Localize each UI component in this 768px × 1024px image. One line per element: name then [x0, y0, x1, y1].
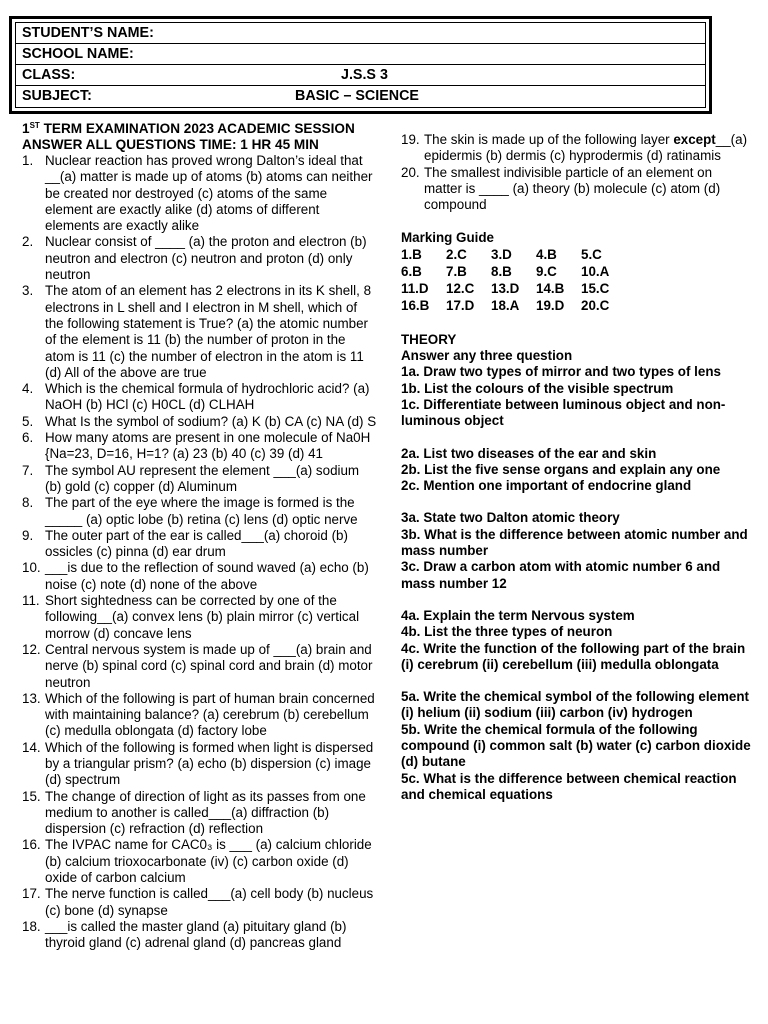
subject-row	[16, 86, 705, 107]
question-item	[22, 789, 377, 838]
question-item	[22, 642, 377, 691]
marking-guide-row	[401, 298, 626, 315]
question-text: The part of the eye where the image is formed is the _____ (a) optic lobe (b) retina (c) lens (d) optic nerve	[45, 495, 358, 527]
question-text: Nuclear reaction has proved wrong Dalton’s ideal that __(a) matter is made up of atoms (b) atoms can neither be created nor destroyed (c) atoms of the same element are exactly alike (d) atoms of different elements are exactly alike	[45, 153, 373, 234]
subject-value: BASIC – SCIENCE	[295, 88, 419, 104]
answer-key-cell: 1.B	[401, 247, 422, 263]
question-item	[22, 414, 377, 430]
answer-key-cell: 16.B	[401, 298, 430, 314]
question-number: 16.	[22, 837, 41, 853]
theory-question: 3c. Draw a carbon atom with atomic number 6 and mass number 12	[401, 559, 721, 591]
theory-title: THEORY	[401, 331, 457, 347]
school-name-label: SCHOOL NAME:	[22, 46, 134, 62]
theory-question: 1b. List the colours of the visible spectrum	[401, 380, 674, 396]
question-text: The outer part of the ear is called___(a) choroid (b) ossicles (c) pinna (d) ear drum	[45, 527, 348, 560]
question-text: Nuclear consist of ____ (a) the proton and electron (b) neutron and electron (c) neutron and proton (d) only neutron	[45, 234, 367, 283]
question-number: 8.	[22, 495, 34, 511]
answer-key-cell: 17.D	[446, 298, 475, 314]
answer-key-cell: 2.C	[446, 247, 467, 263]
question-item	[22, 463, 377, 496]
theory-section	[401, 332, 751, 803]
question-item	[22, 495, 377, 528]
header-box	[9, 16, 712, 114]
marking-guide-row	[401, 247, 626, 264]
theory-group-spacer	[401, 430, 751, 446]
theory-group-spacer	[401, 673, 751, 689]
question-number: 15.	[22, 788, 41, 804]
answer-key-cell: 14.B	[536, 281, 565, 297]
theory-question: 4b. List the three types of neuron	[401, 624, 613, 640]
question-text: ___is due to the reflection of sound waved (a) echo (b) noise (c) note (d) none of the above	[45, 560, 369, 592]
answer-key-cell: 11.D	[401, 281, 429, 297]
answer-key-cell: 9.C	[536, 264, 557, 280]
theory-question: 2b. List the five sense organs and explain any one	[401, 461, 721, 477]
question-text: The atom of an element has 2 electrons in its K shell, 8 electrons in L shell and I electron in M shell, which of the following statement is True? (a) the atomic number of the element is 11 (b) the number of proton in the atom is 11 (c) the number of electron in the atom is 11 (d) All of the above are true	[45, 283, 372, 380]
question-number: 9.	[22, 527, 34, 543]
class-row	[16, 65, 705, 86]
theory-question: 3b. What is the difference between atomic number and mass number	[401, 526, 748, 559]
question-item	[22, 919, 377, 952]
question-20: 20. The smallest indivisible particle of an element on matter is ____ (a) theory (b) molecule (c) atom (d) compound	[401, 164, 721, 213]
answer-key-cell: 15.C	[581, 281, 610, 297]
marking-guide-row	[401, 281, 626, 298]
left-column	[22, 121, 377, 952]
school-name-row	[16, 44, 705, 65]
question-number: 12.	[22, 641, 41, 657]
question-number: 4.	[22, 381, 34, 397]
question-19: 19. The skin is made up of the following layer except__(a) epidermis (b) dermis (c) hyprodermis (d) ratinamis	[401, 132, 748, 164]
answer-key-cell: 6.B	[401, 264, 422, 280]
marking-guide-title: Marking Guide	[401, 230, 495, 246]
theory-question: 4c. Write the function of the following part of the brain (i) cerebrum (ii) cerebellum (iii) medulla oblongata	[401, 640, 746, 672]
question-text: What Is the symbol of sodium? (a) K (b) CA (c) NA (d) S	[45, 413, 377, 429]
right-column	[401, 132, 751, 803]
answer-key-cell: 3.D	[491, 247, 512, 263]
student-name-label: STUDENT’S NAME:	[22, 25, 154, 41]
exam-title: 1ST TERM EXAMINATION 2023 ACADEMIC SESSION	[22, 121, 355, 136]
question-text: Central nervous system is made up of ___(a) brain and nerve (b) spinal cord (c) spinal cord and brain (d) motor neutron	[45, 641, 373, 690]
answer-key-cell: 7.B	[446, 264, 467, 280]
question-item	[22, 740, 377, 789]
question-text: Which of the following is formed when light is dispersed by a triangular prism? (a) echo (b) dispersion (c) image (d) spectrum	[45, 739, 374, 788]
theory-question: 1a. Draw two types of mirror and two types of lens	[401, 364, 721, 380]
question-item	[22, 886, 377, 919]
marking-guide-table	[401, 247, 626, 315]
theory-question: 3a. State two Dalton atomic theory	[401, 510, 620, 526]
question-number: 5.	[22, 413, 34, 429]
answer-key-cell: 4.B	[536, 247, 557, 263]
answer-key-cell: 12.C	[446, 281, 475, 297]
question-text: Which of the following is part of human brain concerned with maintaining balance? (a) cerebrum (b) cerebellum (c) medulla oblongata (d) factory lobe	[45, 690, 375, 739]
theory-question: 5c. What is the difference between chemical reaction and chemical equations	[401, 770, 737, 802]
question-text: How many atoms are present in one molecule of Na0H {Na=23, D=16, H=1? (a) 23 (b) 40 (c) 39 (d) 41	[45, 430, 371, 462]
answer-key-cell: 10.A	[581, 264, 610, 280]
header-table	[15, 22, 706, 108]
question-number: 10.	[22, 560, 41, 576]
question-number: 6.	[22, 430, 34, 446]
theory-question: 2a. List two diseases of the ear and skin	[401, 445, 657, 461]
class-label: CLASS:	[22, 67, 76, 83]
question-number: 17.	[22, 886, 41, 902]
question-text: The nerve function is called___(a) cell body (b) nucleus (c) bone (d) synapse	[45, 886, 374, 918]
theory-question: 5b. Write the chemical formula of the following compound (i) common salt (b) water (c) carbon dioxide (d) butane	[401, 721, 751, 770]
question-item	[22, 381, 377, 414]
question-text: Which is the chemical formula of hydrochloric acid? (a) NaOH (b) HCl (c) H0CL (d) CLHAH	[45, 381, 370, 413]
theory-group-spacer	[401, 592, 751, 608]
question-item	[22, 837, 377, 886]
question-text: The change of direction of light as its passes from one medium to another is called___(a) diffraction (b) dispersion (c) refraction (d) reflection	[45, 788, 366, 837]
answer-key-cell: 20.C	[581, 298, 610, 314]
question-number: 1.	[22, 153, 34, 168]
question-number: 11.	[22, 593, 40, 609]
question-item	[22, 430, 377, 463]
marking-guide-row	[401, 264, 626, 281]
question-item	[22, 691, 377, 740]
question-text: ___is called the master gland (a) pituitary gland (b) thyroid gland (c) adrenal gland (d) pancreas gland	[45, 918, 347, 951]
theory-instruction: Answer any three question	[401, 348, 573, 364]
question-item	[22, 234, 377, 283]
theory-question: 4a. Explain the term Nervous system	[401, 607, 635, 623]
question-number: 18.	[22, 918, 41, 934]
question-number: 7.	[22, 462, 34, 478]
theory-question: 1c. Differentiate between luminous object and non-luminous object	[401, 396, 726, 429]
question-item	[22, 153, 377, 234]
question-number: 13.	[22, 690, 41, 706]
question-number: 3.	[22, 283, 34, 299]
answer-key-cell: 8.B	[491, 264, 512, 280]
question-text: Short sightedness can be corrected by one of the following__(a) convex lens (b) plain mirror (c) vertical morrow (d) concave lens	[45, 593, 360, 641]
student-name-row	[16, 23, 705, 44]
answer-key-cell: 18.A	[491, 298, 520, 314]
question-item	[22, 593, 377, 642]
question-item	[22, 560, 377, 593]
exam-instructions: ANSWER ALL QUESTIONS TIME: 1 HR 45 MIN	[22, 137, 319, 152]
answer-key-cell: 19.D	[536, 298, 565, 314]
question-item	[22, 528, 377, 561]
question-number: 14.	[22, 739, 41, 755]
question-text: The symbol AU represent the element ___(a) sodium (b) gold (c) copper (d) Aluminum	[45, 462, 360, 494]
question-item	[22, 283, 377, 381]
subject-label: SUBJECT:	[22, 88, 92, 104]
question-text: The IVPAC name for CAC0₃ is ___ (a) calcium chloride (b) calcium trioxocarbonate (iv) (c) carbon oxide (d) oxide of carbon calcium	[45, 837, 372, 886]
theory-question: 5a. Write the chemical symbol of the following element (i) helium (ii) sodium (iii) carbon (iv) hydrogen	[401, 689, 749, 721]
theory-group-spacer	[401, 494, 751, 510]
objective-questions	[22, 153, 377, 952]
question-number: 2.	[22, 234, 34, 250]
class-value: J.S.S 3	[341, 67, 388, 83]
answer-key-cell: 13.D	[491, 281, 520, 297]
answer-key-cell: 5.C	[581, 247, 602, 263]
theory-question: 2c. Mention one important of endocrine gland	[401, 478, 692, 494]
